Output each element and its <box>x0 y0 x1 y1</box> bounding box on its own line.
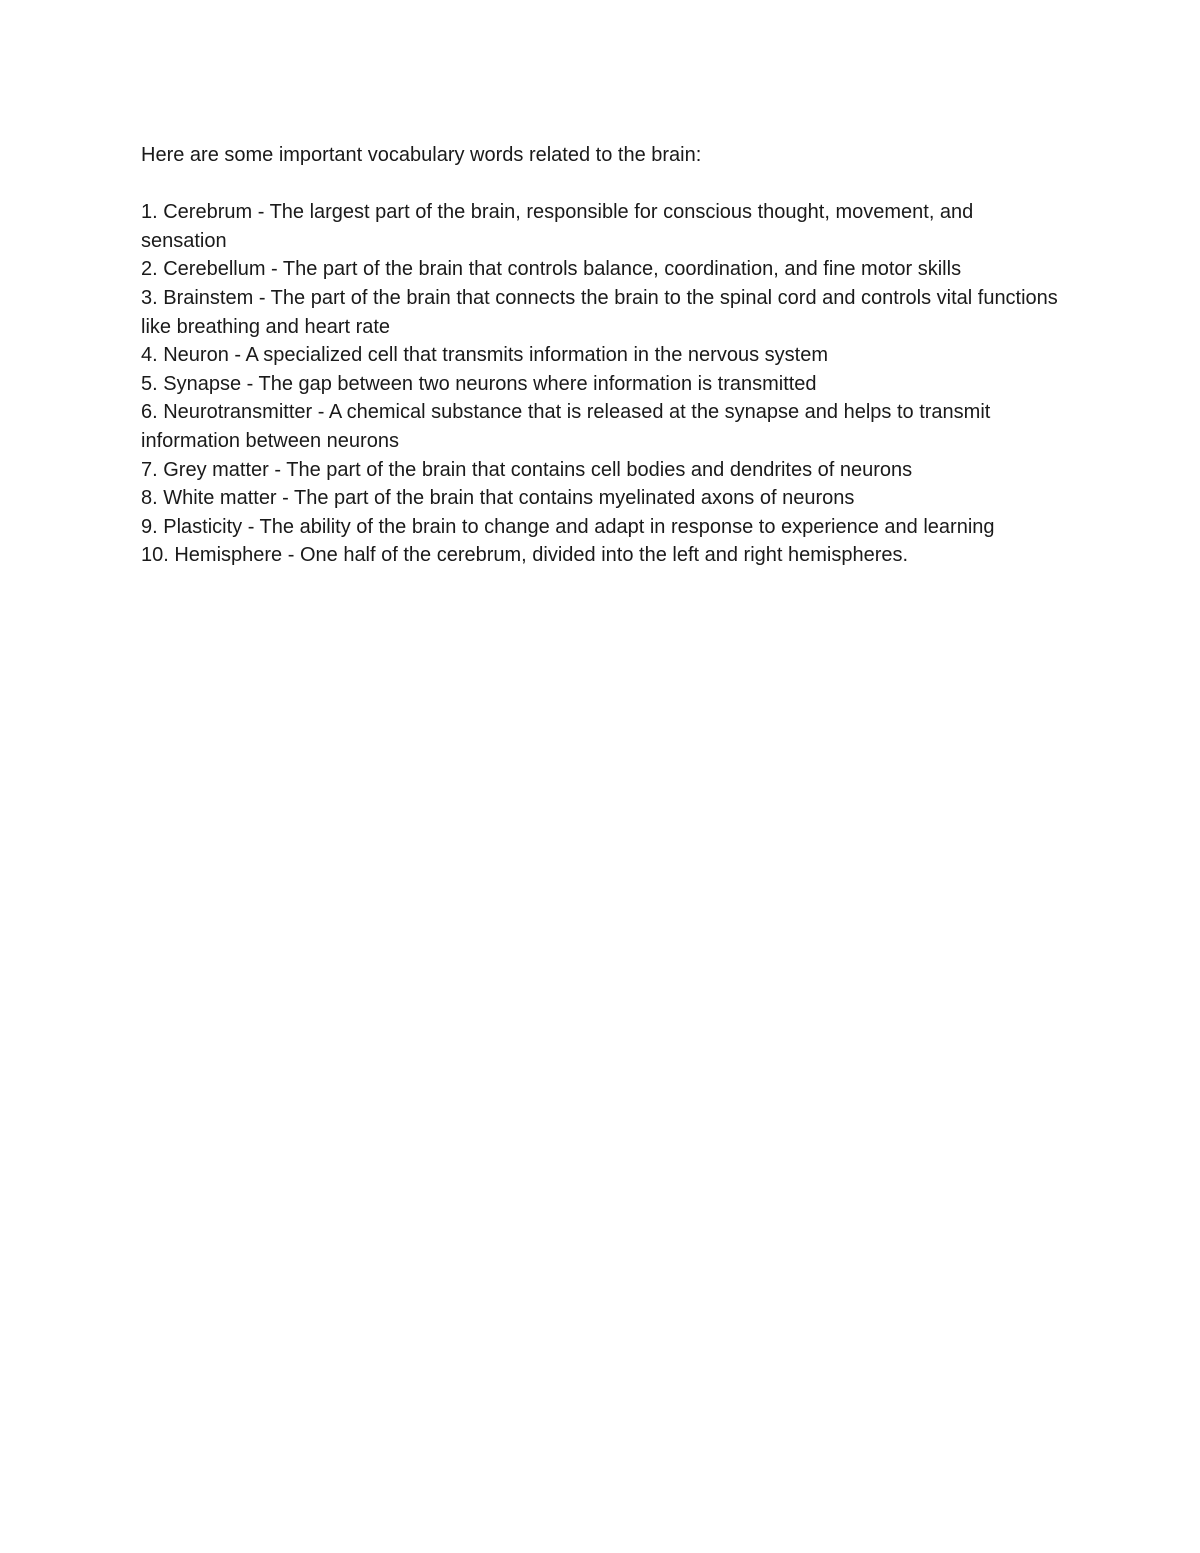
vocabulary-item-neuron: 4. Neuron - A specialized cell that transmits information in the nervous system <box>141 344 828 367</box>
intro-text: Here are some important vocabulary words related to the brain: <box>141 144 702 166</box>
vocabulary-item-brainstem: 3. Brainstem - The part of the brain that connects the brain to the spinal cord and controls vital functions like breathing and heart rate <box>141 286 1058 338</box>
vocabulary-item-neurotransmitter: 6. Neurotransmitter - A chemical substance that is released at the synapse and helps to transmit information between neurons <box>141 401 991 452</box>
vocabulary-item-cerebellum: 2. Cerebellum - The part of the brain that controls balance, coordination, and fine motor skills <box>141 258 962 281</box>
document-body <box>141 141 1061 570</box>
vocabulary-item-synapse: 5. Synapse - The gap between two neurons where information is transmitted <box>141 372 817 395</box>
vocabulary-item-plasticity: 9. Plasticity - The ability of the brain to change and adapt in response to experience and learning <box>141 515 995 538</box>
vocabulary-item-grey-matter: 7. Grey matter - The part of the brain that contains cell bodies and dendrites of neurons <box>141 458 913 481</box>
vocabulary-item-white-matter: 8. White matter - The part of the brain that contains myelinated axons of neurons <box>141 487 855 510</box>
vocabulary-item-hemisphere: 10. Hemisphere - One half of the cerebrum, divided into the left and right hemispheres. <box>141 544 909 567</box>
vocabulary-item-cerebrum: 1. Cerebrum - The largest part of the brain, responsible for conscious thought, movement, and sensation <box>141 201 974 252</box>
vocabulary-list <box>141 198 1061 570</box>
